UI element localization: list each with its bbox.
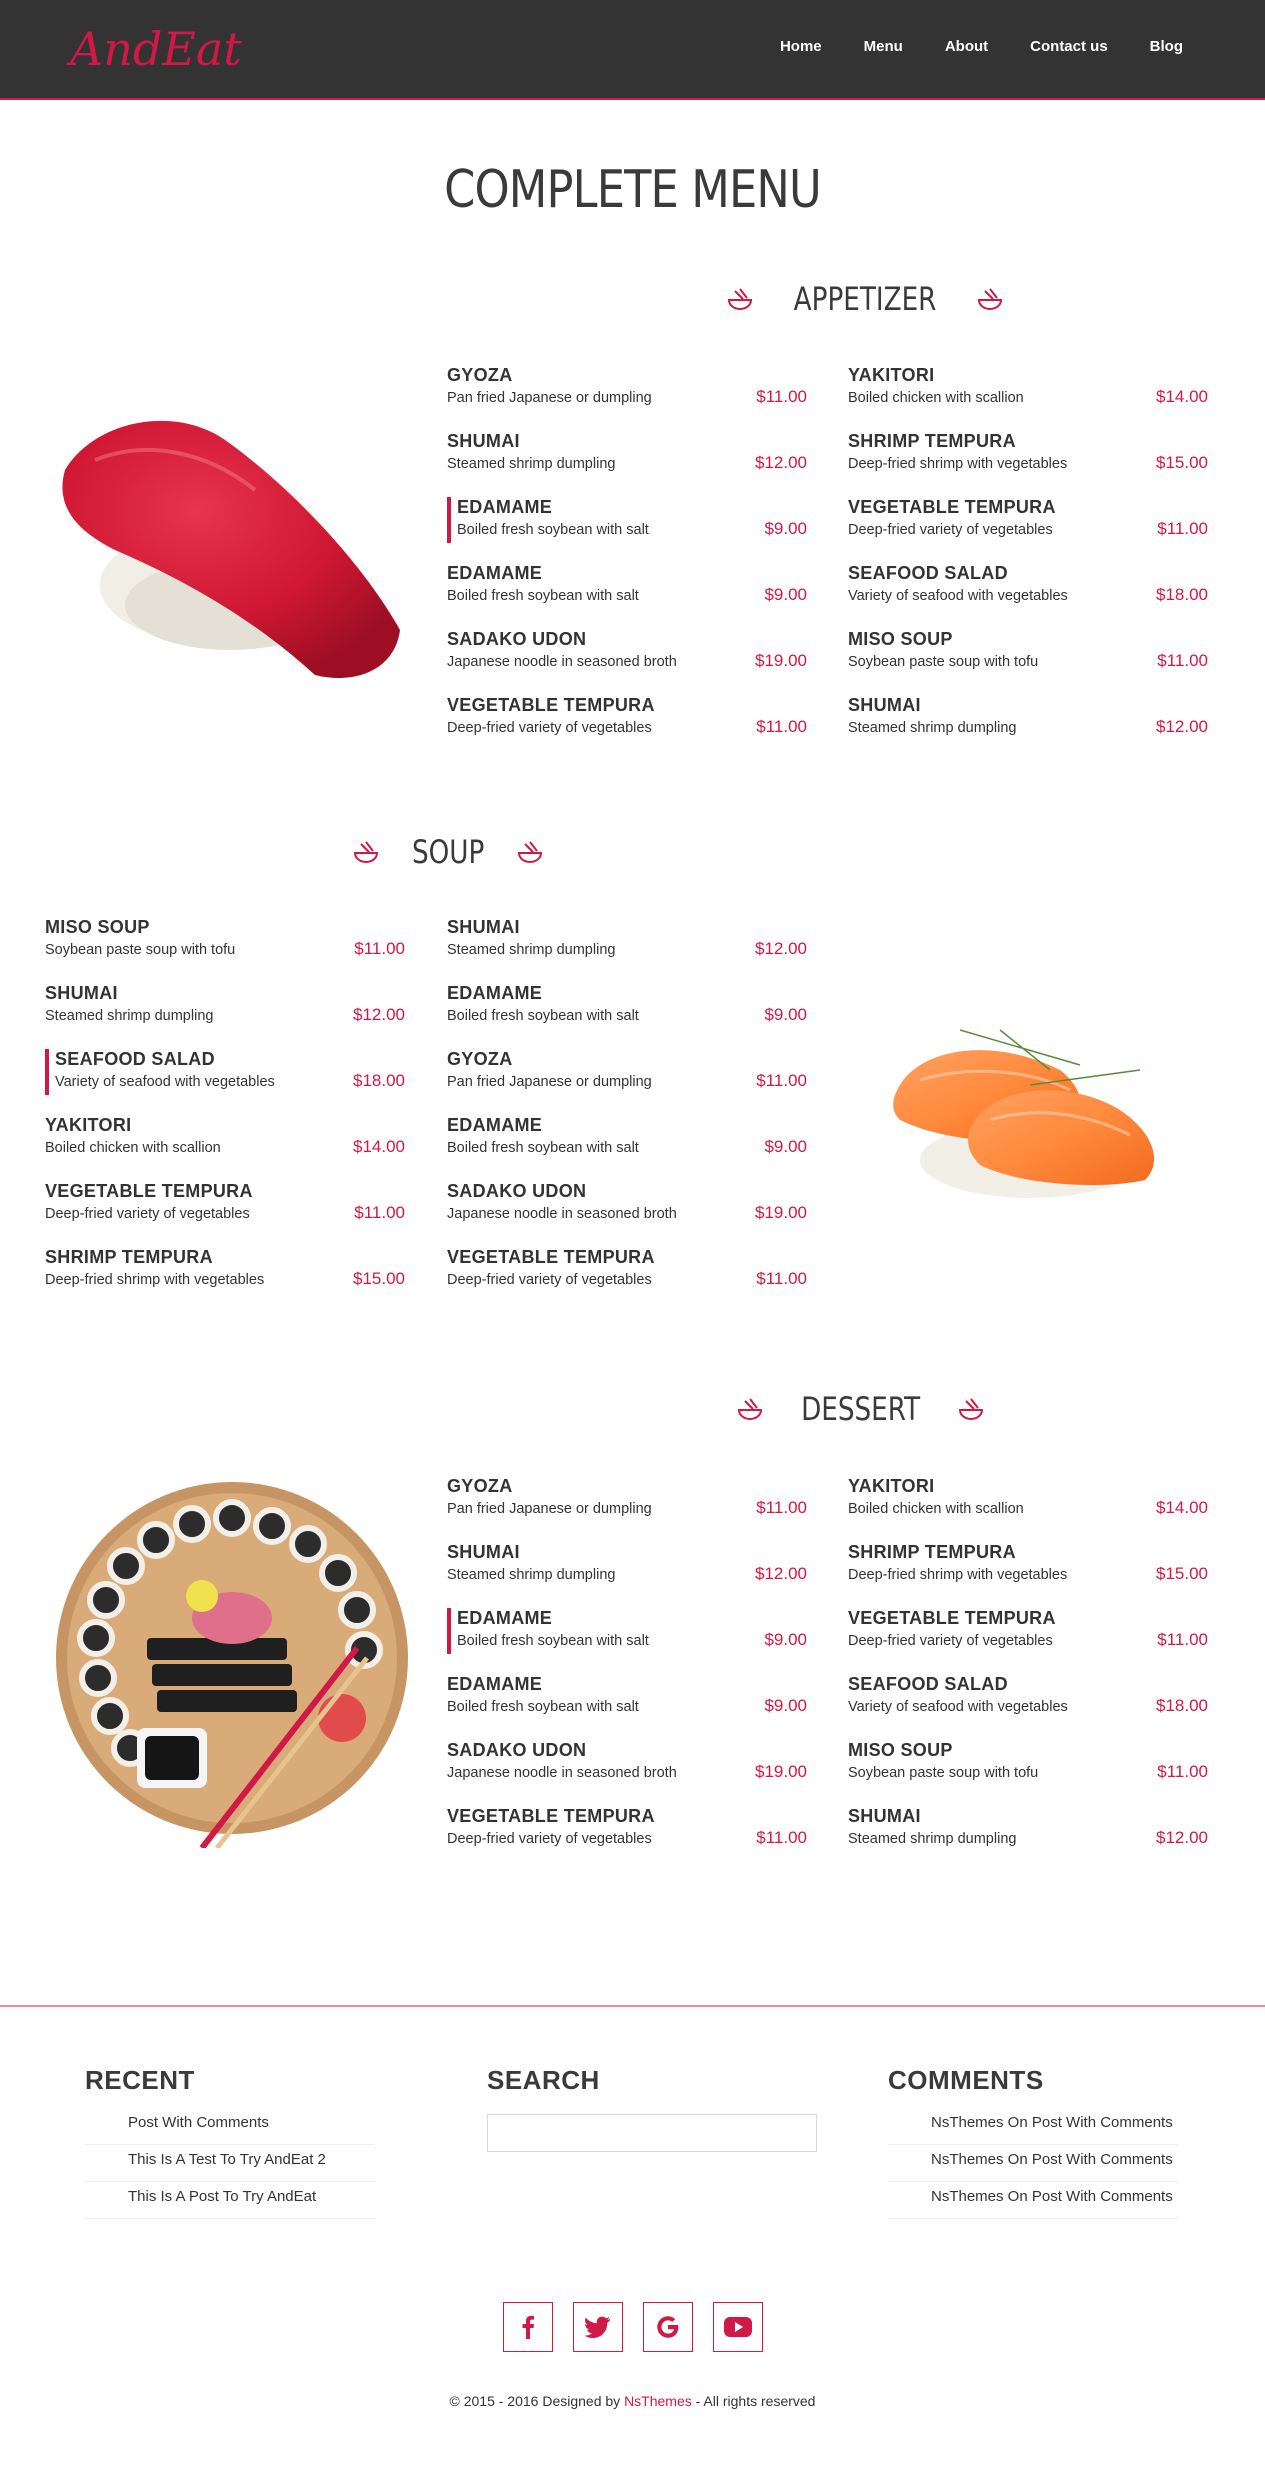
nav-home[interactable]: Home [779, 38, 822, 55]
section-title: DESSERT [801, 1390, 921, 1428]
menu-item-description: Soybean paste soup with tofu [848, 654, 1039, 670]
menu-item-price: $12.00 [755, 1564, 807, 1583]
menu-item-description: Pan fried Japanese or dumpling [447, 390, 652, 406]
menu-item[interactable] [447, 1115, 807, 1181]
menu-item-description: Boiled fresh soybean with salt [447, 588, 639, 604]
menu-item-name: SHUMAI [447, 917, 520, 937]
menu-item-name: SHRIMP TEMPURA [848, 1542, 1016, 1562]
menu-item-name: MISO SOUP [848, 1740, 953, 1760]
menu-item-price: $11.00 [354, 939, 405, 958]
recent-post-link[interactable]: Post With Comments [85, 2108, 375, 2145]
copyright [0, 2393, 1265, 2409]
menu-item[interactable] [447, 563, 807, 629]
soup-menu-right [447, 917, 807, 1313]
menu-item-description: Soybean paste soup with tofu [848, 1765, 1039, 1781]
menu-item-description: Steamed shrimp dumpling [447, 456, 616, 472]
menu-item[interactable] [447, 1181, 807, 1247]
menu-item-description: Deep-fried variety of vegetables [848, 522, 1053, 538]
menu-item[interactable] [848, 497, 1208, 563]
menu-item[interactable] [45, 1115, 405, 1181]
menu-item-name: SHUMAI [848, 1806, 921, 1826]
copyright-suffix: - All rights reserved [691, 2393, 816, 2409]
menu-item-name: EDAMAME [447, 983, 543, 1003]
menu-item[interactable] [447, 1542, 807, 1608]
google-icon [655, 2314, 681, 2340]
google-button[interactable] [643, 2302, 693, 2352]
menu-item[interactable] [848, 563, 1208, 629]
menu-item-name: VEGETABLE TEMPURA [447, 1806, 655, 1826]
menu-item-description: Steamed shrimp dumpling [447, 942, 616, 958]
menu-item-price: $9.00 [764, 1137, 807, 1156]
menu-item-name: EDAMAME [447, 563, 543, 583]
nav-contact[interactable]: Contact us [1030, 38, 1108, 55]
menu-item-name: MISO SOUP [45, 917, 150, 937]
search-input[interactable] [487, 2114, 817, 2152]
menu-item-name: EDAMAME [457, 1608, 553, 1628]
menu-item-description: Boiled chicken with scallion [848, 390, 1024, 406]
menu-item[interactable] [45, 1181, 405, 1247]
bowl-icon [957, 1397, 985, 1421]
recent-post-link[interactable]: This Is A Post To Try AndEat [85, 2182, 375, 2219]
tuna-nigiri-image [55, 400, 410, 690]
menu-item[interactable] [447, 629, 807, 695]
menu-item-description: Boiled fresh soybean with salt [457, 1633, 649, 1649]
menu-item-name: SADAKO UDON [447, 1740, 587, 1760]
twitter-icon [585, 2316, 611, 2338]
dessert-menu-left [447, 1476, 807, 1872]
site-logo[interactable]: AndEat [70, 22, 242, 76]
designer-link[interactable]: NsThemes [624, 2393, 692, 2409]
menu-item-description: Deep-fried variety of vegetables [447, 720, 652, 736]
section-title: SOUP [411, 833, 485, 871]
menu-item[interactable] [447, 365, 807, 431]
menu-item[interactable] [447, 917, 807, 983]
copyright-text: © 2015 - 2016 Designed by [449, 2393, 625, 2409]
sushi-platter-image [52, 1478, 412, 1848]
youtube-icon [724, 2316, 752, 2338]
bowl-icon [352, 840, 380, 864]
menu-item-description: Soybean paste soup with tofu [45, 942, 236, 958]
comment-link[interactable]: NsThemes On Post With Comments [888, 2108, 1178, 2145]
menu-item-description: Japanese noodle in seasoned broth [447, 1206, 677, 1222]
menu-item[interactable] [848, 629, 1208, 695]
bowl-icon [736, 1397, 764, 1421]
menu-item-price: $11.00 [354, 1203, 405, 1222]
menu-item-price: $11.00 [1157, 651, 1208, 670]
menu-item-description: Deep-fried variety of vegetables [447, 1831, 652, 1847]
page-title: COMPLETE MENU [444, 160, 821, 220]
menu-item-price: $11.00 [756, 1498, 807, 1517]
section-title: APPETIZER [793, 280, 937, 318]
menu-item-name: SEAFOOD SALAD [848, 1674, 1008, 1694]
menu-item-name: YAKITORI [45, 1115, 132, 1135]
menu-item[interactable] [447, 1476, 807, 1542]
menu-item[interactable] [447, 497, 807, 563]
menu-item-name: SEAFOOD SALAD [55, 1049, 215, 1069]
menu-item[interactable] [848, 1476, 1208, 1542]
menu-item-price: $9.00 [764, 1630, 807, 1649]
menu-item-price: $14.00 [353, 1137, 405, 1156]
menu-item-name: SHRIMP TEMPURA [848, 431, 1016, 451]
menu-item-description: Variety of seafood with vegetables [55, 1074, 275, 1090]
nav-menu[interactable]: Menu [863, 38, 903, 55]
menu-item-description: Boiled fresh soybean with salt [457, 522, 649, 538]
soup-menu-left [45, 917, 405, 1313]
menu-item[interactable] [45, 917, 405, 983]
menu-item-price: $19.00 [755, 651, 807, 670]
menu-item-price: $11.00 [756, 1828, 807, 1847]
menu-item-price: $11.00 [756, 387, 807, 406]
menu-item[interactable] [447, 431, 807, 497]
menu-item-description: Steamed shrimp dumpling [45, 1008, 214, 1024]
nav-blog[interactable]: Blog [1149, 38, 1183, 55]
menu-item-name: GYOZA [447, 1476, 513, 1496]
menu-item-description: Boiled fresh soybean with salt [447, 1140, 639, 1156]
menu-item-price: $9.00 [764, 519, 807, 538]
menu-item[interactable] [848, 431, 1208, 497]
recent-list [85, 2108, 375, 2219]
menu-item[interactable] [447, 1608, 807, 1674]
menu-item[interactable] [848, 1740, 1208, 1806]
menu-item[interactable] [848, 1542, 1208, 1608]
menu-item-name: EDAMAME [447, 1115, 543, 1135]
menu-item-price: $11.00 [1157, 1630, 1208, 1649]
menu-item-price: $18.00 [353, 1071, 405, 1090]
menu-item[interactable] [447, 1740, 807, 1806]
menu-item-name: VEGETABLE TEMPURA [848, 497, 1056, 517]
bowl-icon [516, 840, 544, 864]
menu-item-description: Boiled chicken with scallion [45, 1140, 221, 1156]
menu-item-price: $12.00 [353, 1005, 405, 1024]
menu-item-description: Pan fried Japanese or dumpling [447, 1501, 652, 1517]
menu-item-description: Steamed shrimp dumpling [848, 720, 1017, 736]
menu-item[interactable] [45, 1049, 405, 1115]
menu-item-price: $9.00 [764, 585, 807, 604]
menu-item[interactable] [848, 695, 1208, 761]
menu-item[interactable] [45, 983, 405, 1049]
menu-item[interactable] [447, 1247, 807, 1313]
section-heading-soup [352, 833, 544, 871]
menu-item[interactable] [447, 1049, 807, 1115]
menu-item-price: $18.00 [1156, 1696, 1208, 1715]
menu-item-price: $15.00 [1156, 1564, 1208, 1583]
menu-item-name: VEGETABLE TEMPURA [848, 1608, 1056, 1628]
menu-item-name: YAKITORI [848, 1476, 935, 1496]
menu-item-price: $11.00 [756, 1269, 807, 1288]
menu-item-price: $9.00 [764, 1696, 807, 1715]
menu-item-name: GYOZA [447, 1049, 513, 1069]
section-heading-appetizer [726, 280, 1004, 318]
menu-item-price: $12.00 [755, 939, 807, 958]
menu-item-description: Boiled fresh soybean with salt [447, 1699, 639, 1715]
bowl-icon [976, 287, 1004, 311]
menu-item-description: Deep-fried shrimp with vegetables [848, 1567, 1068, 1583]
salmon-nigiri-image [880, 1010, 1190, 1210]
menu-item-description: Japanese noodle in seasoned broth [447, 1765, 677, 1781]
menu-item-price: $15.00 [1156, 453, 1208, 472]
menu-item-description: Boiled chicken with scallion [848, 1501, 1024, 1517]
recent-title: RECENT [85, 2065, 195, 2095]
menu-item-description: Variety of seafood with vegetables [848, 1699, 1068, 1715]
menu-item-price: $12.00 [1156, 1828, 1208, 1847]
menu-item-price: $11.00 [756, 1071, 807, 1090]
menu-item-name: SHUMAI [447, 431, 520, 451]
menu-item[interactable] [447, 983, 807, 1049]
dessert-menu-right [848, 1476, 1208, 1872]
appetizer-menu-left [447, 365, 807, 761]
menu-item-name: EDAMAME [447, 1674, 543, 1694]
menu-item-description: Deep-fried variety of vegetables [45, 1206, 250, 1222]
menu-item-price: $19.00 [755, 1203, 807, 1222]
comment-link[interactable]: NsThemes On Post With Comments [888, 2145, 1178, 2182]
menu-item-price: $14.00 [1156, 387, 1208, 406]
menu-item-price: $19.00 [755, 1762, 807, 1781]
site-header [0, 0, 1265, 100]
appetizer-menu-right [848, 365, 1208, 761]
section-heading-dessert [736, 1390, 985, 1428]
menu-item-price: $15.00 [353, 1269, 405, 1288]
recent-post-link[interactable]: This Is A Test To Try AndEat 2 [85, 2145, 375, 2182]
nav-about[interactable]: About [944, 38, 989, 55]
menu-item-price: $11.00 [756, 717, 807, 736]
menu-item-price: $11.00 [1157, 1762, 1208, 1781]
menu-item-description: Steamed shrimp dumpling [848, 1831, 1017, 1847]
menu-item-description: Deep-fried shrimp with vegetables [848, 456, 1068, 472]
facebook-icon [517, 2315, 539, 2339]
menu-item[interactable] [447, 695, 807, 761]
menu-item-description: Deep-fried variety of vegetables [447, 1272, 652, 1288]
menu-item-name: VEGETABLE TEMPURA [45, 1181, 253, 1201]
bowl-icon [726, 287, 754, 311]
menu-item-name: SADAKO UDON [447, 629, 587, 649]
menu-item-name: SHUMAI [848, 695, 921, 715]
menu-item-name: SHUMAI [447, 1542, 520, 1562]
menu-item[interactable] [45, 1247, 405, 1313]
menu-item-price: $11.00 [1157, 519, 1208, 538]
menu-item-name: SADAKO UDON [447, 1181, 587, 1201]
menu-item-price: $9.00 [764, 1005, 807, 1024]
main-nav [738, 38, 1183, 55]
comment-link[interactable]: NsThemes On Post With Comments [888, 2182, 1178, 2219]
menu-item-name: EDAMAME [457, 497, 553, 517]
comments-list [888, 2108, 1178, 2219]
menu-item-name: VEGETABLE TEMPURA [447, 1247, 655, 1267]
menu-item-description: Deep-fried shrimp with vegetables [45, 1272, 265, 1288]
menu-item-description: Japanese noodle in seasoned broth [447, 654, 677, 670]
menu-item[interactable] [848, 1674, 1208, 1740]
menu-item[interactable] [848, 365, 1208, 431]
menu-item[interactable] [447, 1674, 807, 1740]
menu-item-description: Deep-fried variety of vegetables [848, 1633, 1053, 1649]
menu-item-name: SEAFOOD SALAD [848, 563, 1008, 583]
menu-item[interactable] [848, 1608, 1208, 1674]
menu-item-name: SHRIMP TEMPURA [45, 1247, 213, 1267]
menu-item[interactable] [848, 1806, 1208, 1872]
search-title: SEARCH [487, 2065, 600, 2095]
menu-item-name: YAKITORI [848, 365, 935, 385]
menu-item-name: GYOZA [447, 365, 513, 385]
footer-divider [0, 2005, 1265, 2007]
twitter-button[interactable] [573, 2302, 623, 2352]
menu-item-description: Pan fried Japanese or dumpling [447, 1074, 652, 1090]
menu-item-name: SHUMAI [45, 983, 118, 1003]
menu-item-name: MISO SOUP [848, 629, 953, 649]
menu-item-name: VEGETABLE TEMPURA [447, 695, 655, 715]
menu-item-description: Steamed shrimp dumpling [447, 1567, 616, 1583]
menu-item-description: Boiled fresh soybean with salt [447, 1008, 639, 1024]
menu-item[interactable] [447, 1806, 807, 1872]
youtube-button[interactable] [713, 2302, 763, 2352]
menu-item-description: Variety of seafood with vegetables [848, 588, 1068, 604]
menu-item-price: $12.00 [1156, 717, 1208, 736]
menu-item-price: $18.00 [1156, 585, 1208, 604]
comments-title: COMMENTS [888, 2065, 1044, 2095]
menu-item-price: $12.00 [755, 453, 807, 472]
facebook-button[interactable] [503, 2302, 553, 2352]
menu-item-price: $14.00 [1156, 1498, 1208, 1517]
